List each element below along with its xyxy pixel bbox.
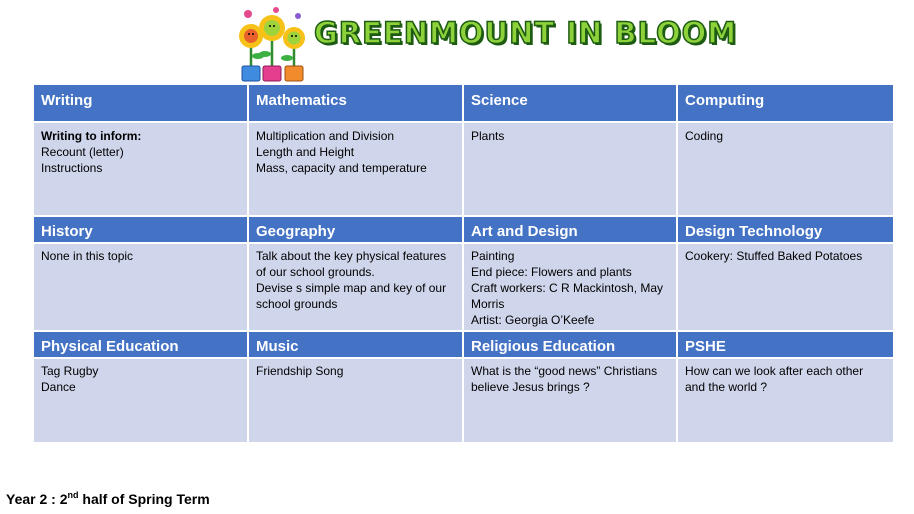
term-label-prefix: Year 2 : 2	[6, 491, 68, 507]
term-label-superscript: nd	[67, 490, 79, 500]
header-geography: Geography	[249, 217, 464, 244]
re-line: believe Jesus brings ?	[471, 380, 590, 394]
cell-computing	[678, 123, 893, 217]
geography-line: school grounds	[256, 297, 338, 311]
cell-religious-education	[464, 359, 678, 444]
geography-line: Talk about the key physical features	[256, 249, 447, 263]
cell-design-technology	[678, 244, 893, 332]
art-line: Artist: Georgia O’Keefe	[471, 313, 595, 327]
writing-line: Instructions	[41, 161, 103, 175]
pshe-line: and the world ?	[685, 380, 768, 394]
cell-writing	[34, 123, 249, 217]
cell-music	[249, 359, 464, 444]
mathematics-line: Length and Height	[256, 145, 355, 159]
geography-line: of our school grounds.	[256, 265, 375, 279]
header-music: Music	[249, 332, 464, 359]
computing-line: Coding	[685, 129, 724, 143]
flower-pots-logo	[234, 4, 314, 84]
science-line: Plants	[471, 129, 505, 143]
art-line: Morris	[471, 297, 505, 311]
header-pshe: PSHE	[678, 332, 893, 359]
header-computing: Computing	[678, 85, 893, 123]
writing-line: Recount (letter)	[41, 145, 124, 159]
header-history: History	[34, 217, 249, 244]
cell-pshe	[678, 359, 893, 444]
geography-line: Devise s simple map and key of our	[256, 281, 447, 295]
writing-heading: Writing to inform:	[41, 129, 142, 143]
history-line: None in this topic	[41, 249, 134, 263]
mathematics-line: Multiplication and Division	[256, 129, 395, 143]
banner-title: GREENMOUNT IN BLOOM	[314, 16, 738, 50]
mathematics-line: Mass, capacity and temperature	[256, 161, 427, 175]
header-art-and-design: Art and Design	[464, 217, 678, 244]
cell-art-and-design	[464, 244, 678, 332]
banner	[230, 4, 738, 84]
art-line: End piece: Flowers and plants	[471, 265, 632, 279]
art-line: Painting	[471, 249, 515, 263]
art-line: Craft workers: C R Mackintosh, May	[471, 281, 664, 295]
re-line: What is the “good news” Christians	[471, 364, 658, 378]
cell-geography	[249, 244, 464, 332]
header-design-technology: Design Technology	[678, 217, 893, 244]
pe-line: Dance	[41, 380, 76, 394]
design-technology-line: Cookery: Stuffed Baked Potatoes	[685, 249, 863, 263]
curriculum-grid	[34, 85, 893, 447]
term-label	[6, 490, 210, 507]
music-line: Friendship Song	[256, 364, 344, 378]
cell-mathematics	[249, 123, 464, 217]
cell-history	[34, 244, 249, 332]
header-physical-education: Physical Education	[34, 332, 249, 359]
header-science: Science	[464, 85, 678, 123]
term-label-suffix: half of Spring Term	[78, 491, 210, 507]
header-writing: Writing	[34, 85, 249, 123]
header-religious-education: Religious Education	[464, 332, 678, 359]
pshe-line: How can we look after each other	[685, 364, 864, 378]
cell-science	[464, 123, 678, 217]
cell-physical-education	[34, 359, 249, 444]
header-mathematics: Mathematics	[249, 85, 464, 123]
pe-line: Tag Rugby	[41, 364, 99, 378]
